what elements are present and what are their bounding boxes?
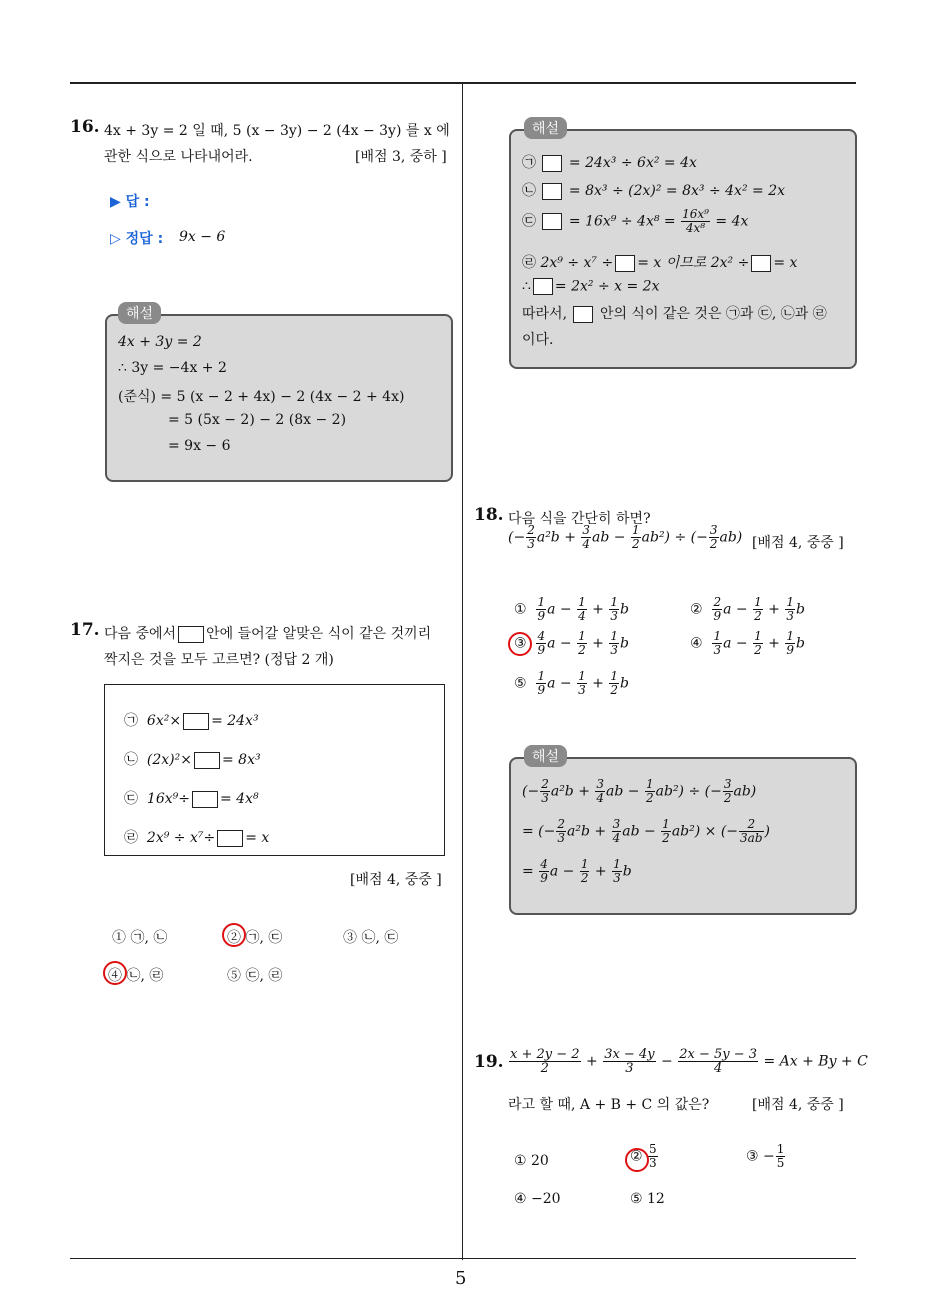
top-rule: [70, 82, 856, 84]
q17-answer-mark-4: [103, 961, 127, 985]
q17-score: [배점 4, 중중 ]: [350, 872, 442, 888]
q18-choice-5[interactable]: ⑤ $\frac{1}{9}$ a − $\frac{1}{3}$ + $\frac{1}{2}$ b: [514, 669, 629, 697]
q17-number: 17.: [70, 620, 100, 640]
expr: = 8x³ ÷ (2x)² = 8x³ ÷ 4x² = 2x: [568, 183, 785, 199]
blank-box: [178, 626, 204, 643]
blank-box: [573, 306, 593, 323]
expr: = 4x: [715, 213, 749, 230]
blank-box: [542, 183, 562, 200]
q16-number: 16.: [70, 117, 100, 137]
q17-box-row-3: [124, 788, 259, 808]
label-digeut: ㉢: [522, 213, 536, 230]
column-divider: [462, 82, 463, 1260]
q19-choice-1[interactable]: ① 20: [514, 1153, 549, 1169]
q16-answer-label: ▶ 답 :: [110, 194, 150, 210]
q18-choice-4[interactable]: ④ $\frac{1}{3}$ a − $\frac{1}{2}$ + $\frac{1}{9}$ b: [690, 629, 805, 657]
blank-box: [217, 830, 243, 847]
expr-left: 16x⁹÷: [146, 791, 190, 807]
q19-answer-mark-2: [625, 1148, 649, 1172]
expr: = x 이므로 2x² ÷: [637, 255, 750, 271]
expr-right: = 4x⁸: [219, 791, 259, 807]
q17-sol-conclusion: [522, 303, 827, 323]
blank-box: [183, 713, 209, 730]
mark: ②: [630, 1148, 643, 1165]
page-number: 5: [455, 1268, 467, 1289]
q17-sol-line-5: [522, 278, 659, 295]
q17-text-2: 짝지은 것을 모두 고르면? (정답 2 개): [104, 652, 334, 668]
q18-sol-line-2: = (− $\frac{2}{3}$ a²b + $\frac{3}{4}$ ab − $\frac{1}{2}$ ab²) × (− $\frac{2}{3ab}$ ): [522, 817, 770, 845]
denominator: 5: [776, 1156, 785, 1170]
q16-sol-line-1: 4x + 3y = 2: [118, 334, 202, 350]
expr-left: 6x²×: [146, 713, 182, 729]
q19-choice-4[interactable]: ④ −20: [514, 1191, 561, 1207]
q17-sol-line-1: [522, 152, 697, 172]
expr-right: = 8x³: [221, 752, 261, 768]
q16-solution-tag: 해설: [118, 302, 161, 324]
q18-number: 18.: [474, 505, 504, 525]
q17-box-row-4: [124, 827, 269, 847]
label-giyeok: ㉠: [522, 155, 536, 171]
q19-text-2: 라고 할 때, A + B + C 의 값은?: [508, 1097, 710, 1113]
q19-score: [배점 4, 중중 ]: [752, 1097, 844, 1113]
blank-box: [615, 255, 635, 272]
q17-choice-3[interactable]: ③ ㉡, ㉢: [343, 930, 399, 946]
blank-box: [751, 255, 771, 272]
q17-sol-line-3: [522, 208, 748, 235]
q18-choice-2[interactable]: ② $\frac{2}{9}$ a − $\frac{1}{2}$ + $\frac{1}{3}$ b: [690, 595, 805, 623]
q19-number: 19.: [474, 1052, 504, 1072]
expr: = 24x³ ÷ 6x² = 4x: [568, 155, 697, 171]
q16-correct-label: ▷ 정답 :: [110, 231, 164, 247]
q17-answer-mark-2: [222, 923, 246, 947]
expr-right: = x: [245, 830, 270, 846]
blank-box: [194, 752, 220, 769]
q18-expression: (− $\frac{2}{3}$ a²b + $\frac{3}{4}$ ab − $\frac{1}{2}$ ab²) ÷ (− $\frac{3}{2}$ ab): [508, 523, 743, 551]
text: 안의 식이 같은 것은 ㉠과 ㉢, ㉡과 ㉣: [599, 306, 827, 322]
q18-choice-3[interactable]: ③ $\frac{4}{9}$ a − $\frac{1}{2}$ + $\frac{1}{3}$ b: [514, 629, 629, 657]
numerator: 1: [776, 1142, 785, 1156]
rhs: = Ax + By + C: [763, 1053, 868, 1070]
q17-choice-4[interactable]: ④ ㉡, ㉣: [108, 968, 164, 984]
denominator: 3: [649, 1156, 657, 1170]
bottom-rule: [70, 1258, 856, 1259]
q18-choice-1[interactable]: ① $\frac{1}{9}$ a − $\frac{1}{4}$ + $\frac{1}{3}$ b: [514, 595, 629, 623]
q16-sol-line-3: (준식) = 5 (x − 2 + 4x) − 2 (4x − 2 + 4x): [118, 389, 405, 405]
q17-choice-1[interactable]: ① ㉠, ㉡: [112, 930, 168, 946]
q18-sol-line-3: = $\frac{4}{9}$ a − $\frac{1}{2}$ + $\frac{1}{3}$ b: [522, 857, 632, 885]
label-rieul: ㉣: [124, 830, 138, 846]
expr: = 2x² ÷ x = 2x: [554, 278, 660, 295]
expr-left: 2x⁹ ÷ x⁷÷: [146, 830, 216, 846]
label-digeut: ㉢: [124, 791, 138, 807]
q17-solution-tag: 해설: [524, 117, 567, 139]
fraction: [681, 208, 710, 235]
q16-sol-line-2: ∴ 3y = −4x + 2: [118, 360, 227, 376]
q16-sol-line-5: = 9x − 6: [168, 438, 231, 454]
q19-choice-3[interactable]: [746, 1143, 786, 1170]
denominator: 4x⁸: [685, 221, 706, 235]
q16-correct-value: 9x − 6: [179, 229, 226, 245]
q17-text-1b: 안에 들어갈 알맞은 식이 같은 것끼리: [206, 626, 432, 642]
numerator: 16x⁹: [682, 207, 709, 221]
q17-sol-conclusion-end: 이다.: [522, 332, 554, 348]
text: 따라서,: [522, 306, 568, 322]
blank-box: [542, 155, 562, 172]
blank-box: [533, 278, 553, 295]
q17-choice-2[interactable]: ② ㉠, ㉢: [227, 930, 283, 946]
q17-box-row-1: [124, 710, 259, 730]
label-rieul: ㉣: [522, 255, 536, 271]
expr: = 16x⁹ ÷ 4x⁸ =: [568, 213, 676, 230]
q17-text-1a: 다음 중에서: [104, 626, 177, 642]
q19-equation: $\frac{x + 2y - 2}{2}$ + $\frac{3x - 4y}{3}$ − $\frac{2x - 5y - 3}{4}$ = Ax + By + C: [510, 1047, 868, 1076]
expr: = x: [773, 255, 798, 271]
blank-box: [192, 791, 218, 808]
q16-score: [배점 3, 중하 ]: [355, 149, 447, 165]
expr-right: = 24x³: [211, 713, 259, 729]
q18-answer-mark-3: [508, 632, 532, 656]
q18-score: [배점 4, 중중 ]: [752, 535, 844, 551]
label-nieun: ㉡: [522, 183, 536, 199]
q17-choice-5[interactable]: ⑤ ㉢, ㉣: [227, 968, 283, 984]
q17-sol-line-2: [522, 180, 785, 200]
q18-sol-line-1: (− $\frac{2}{3}$ a²b + $\frac{3}{4}$ ab − $\frac{1}{2}$ ab²) ÷ (− $\frac{3}{2}$ ab): [522, 777, 757, 805]
expr: 2x⁹ ÷ x⁷ ÷: [540, 255, 614, 271]
blank-box: [542, 213, 562, 230]
label-giyeok: ㉠: [124, 713, 138, 729]
q16-sol-line-4: = 5 (5x − 2) − 2 (8x − 2): [168, 412, 347, 428]
therefore-symbol: ∴: [522, 278, 531, 295]
q18-text-1: 다음 식을 간단히 하면?: [508, 511, 651, 527]
q16-text-2: 관한 식으로 나타내어라.: [104, 149, 253, 165]
numerator: 5: [649, 1142, 657, 1156]
q16-text-1: 4x + 3y = 2 일 때, 5 (x − 3y) − 2 (4x − 3y) 를 x 에: [104, 123, 450, 139]
label-nieun: ㉡: [124, 752, 138, 768]
expr-left: (2x)²×: [146, 752, 192, 768]
q18-solution-tag: 해설: [524, 745, 567, 767]
q17-sol-line-4: [522, 252, 797, 272]
q19-choice-5[interactable]: ⑤ 12: [630, 1191, 665, 1207]
q17-text-1: [104, 623, 431, 643]
q17-box-row-2: [124, 749, 261, 769]
mark: ③ −: [746, 1148, 775, 1165]
